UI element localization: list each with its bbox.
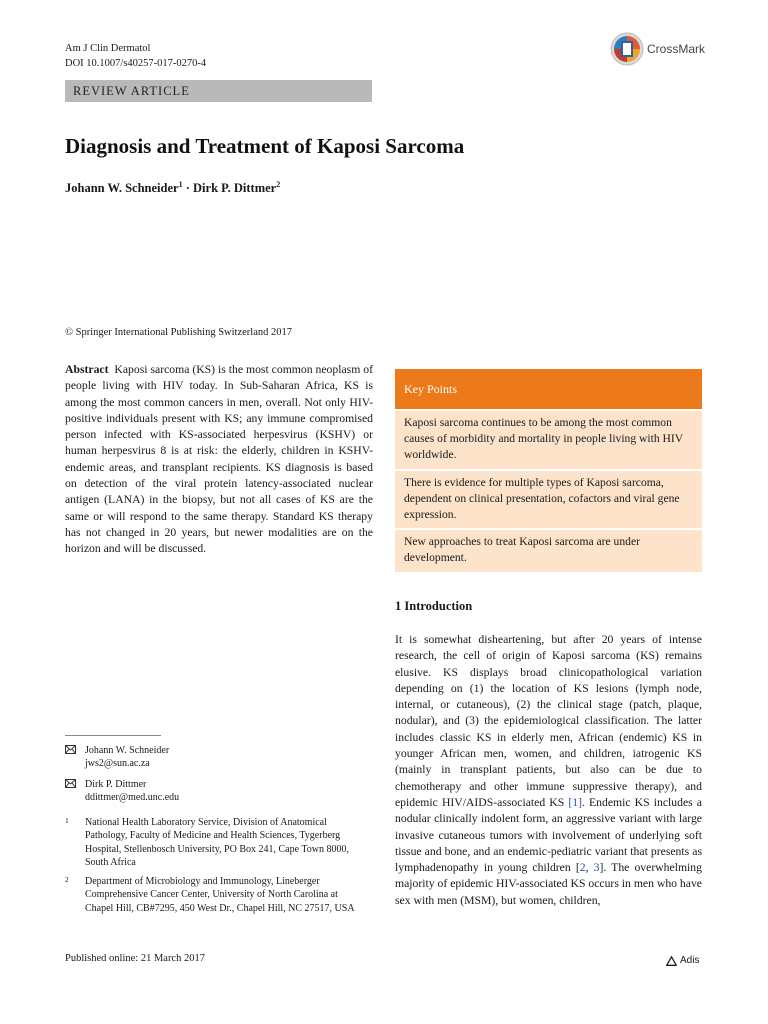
author-list	[65, 180, 280, 196]
publisher-name: Adis	[680, 955, 700, 966]
published-date: Published online: 21 March 2017	[65, 953, 205, 964]
section-heading-introduction: 1 Introduction	[395, 599, 473, 613]
intro-text: ]. The overwhelming majority of epidemic HIV-associated KS occurs in men who have sex with men (MSM), but women, children,	[395, 861, 702, 907]
publisher-logo	[666, 955, 699, 966]
affiliation-number: 1	[65, 816, 69, 825]
crossmark-label: CrossMark	[647, 42, 706, 56]
abstract-text: Kaposi sarcoma (KS) is the most common neoplasm of people living with HIV today. In Sub-Saharan Africa, KS is among the most common cancers in men, overall. Not only HIV-positive individuals present with KS; any immune compromised person infected with KS-associated herpesvirus (KSHV) or human herpesvirus 8 is at risk: the elderly, children in KSHV-endemic areas, and transplant recipients. KS diagnosis is based on detection of the viral protein latency-associated nuclear antigen (LANA) in the biopsy, but not all cases of KS are the same or will respond to the same therapy. Standard KS therapy has not changed in 20 years, but newer modalities are on the horizon and will be discussed.	[65, 363, 373, 556]
intro-text: It is somewhat disheartening, but after 20 years of intense research, the cell of origin of Kaposi sarcoma (KS) remains elusive. KS displays broad clinicopathological variation depending on (1) the location of KS lesions (lymph node, internal, or cutaneous), (2) the clinical stage (patch, plaque, nodular), and (3) the epidemiological classification. The latter includes classic KS in elderly men, African (endemic) KS in younger African men, women, and children, iatrogenic KS (mainly in transplant patients, but also can be due to chemotherapy and other immune suppressive therapy), and epidemic HIV/AIDS-associated KS	[395, 633, 702, 809]
affiliation-text: National Health Laboratory Service, Division of Anatomical Pathology, Faculty of Medicine and Health Sciences, Tygerberg Hospital, Stellenbosch University, PO Box 241, Cape Town 8000, South Africa	[85, 817, 350, 868]
author-affiliation-marker: 2	[276, 180, 281, 189]
contact-name: Dirk P. Dittmer	[85, 778, 147, 790]
key-point-item: There is evidence for multiple types of Kaposi sarcoma, dependent on clinical presentation, cofactors and viral gene expression.	[395, 469, 702, 529]
correspondence-block	[65, 744, 179, 811]
envelope-icon	[65, 778, 85, 805]
journal-name: Am J Clin Dermatol	[65, 43, 151, 54]
envelope-icon	[65, 744, 85, 771]
copyright-notice: © Springer International Publishing Switzerland 2017	[65, 327, 292, 338]
contact-entry	[65, 744, 179, 771]
abstract-label: Abstract	[65, 363, 109, 376]
key-point-item: Kaposi sarcoma continues to be among the most common causes of morbidity and mortality in people living with HIV worldwide.	[395, 409, 702, 469]
affiliation-text: Department of Microbiology and Immunology, Lineberger Comprehensive Cancer Center, University of North Carolina at Chapel Hill, CB#7295, 450 West Dr., Chapel Hill, NC 27517, USA	[85, 876, 355, 914]
adis-triangle-icon	[666, 956, 677, 966]
author-name[interactable]: Dirk P. Dittmer	[193, 181, 277, 196]
key-points-box	[395, 369, 702, 572]
footnote-divider	[65, 735, 161, 736]
affiliation-entry	[65, 816, 365, 869]
reference-link[interactable]: [1]	[568, 795, 582, 809]
author-name[interactable]: Johann W. Schneider	[65, 181, 179, 196]
introduction-paragraph	[395, 632, 702, 909]
article-type-banner: REVIEW ARTICLE	[65, 80, 372, 102]
contact-email[interactable]: jws2@sun.ac.za	[85, 758, 150, 770]
contact-name: Johann W. Schneider	[85, 745, 170, 756]
article-title: Diagnosis and Treatment of Kaposi Sarcoma	[65, 134, 465, 158]
reference-link[interactable]: 3	[593, 861, 600, 875]
affiliation-entry	[65, 875, 365, 915]
key-points-heading: Key Points	[395, 369, 702, 409]
intro-text: . Endemic KS includes a nodular clinically indolent form, an aggressive variant with large invasive cutaneous tumors with involvement of underlying soft tissue and bone, and an endemic-pediatric variant that presents as lymphadenopathy in young children [	[395, 795, 702, 875]
author-affiliation-marker: 1	[178, 180, 183, 189]
key-point-item: New approaches to treat Kaposi sarcoma are under development.	[395, 528, 702, 571]
contact-entry	[65, 778, 179, 805]
affiliation-number: 2	[65, 875, 69, 884]
doi[interactable]: DOI 10.1007/s40257-017-0270-4	[65, 58, 207, 69]
intro-text: ,	[585, 861, 594, 875]
crossmark-icon	[610, 32, 644, 66]
contact-email[interactable]: ddittmer@med.unc.edu	[85, 791, 180, 803]
author-separator: ·	[182, 181, 194, 196]
crossmark-badge[interactable]	[610, 31, 710, 67]
reference-link[interactable]: 2	[579, 861, 586, 875]
journal-header	[65, 41, 206, 71]
abstract	[65, 362, 373, 558]
